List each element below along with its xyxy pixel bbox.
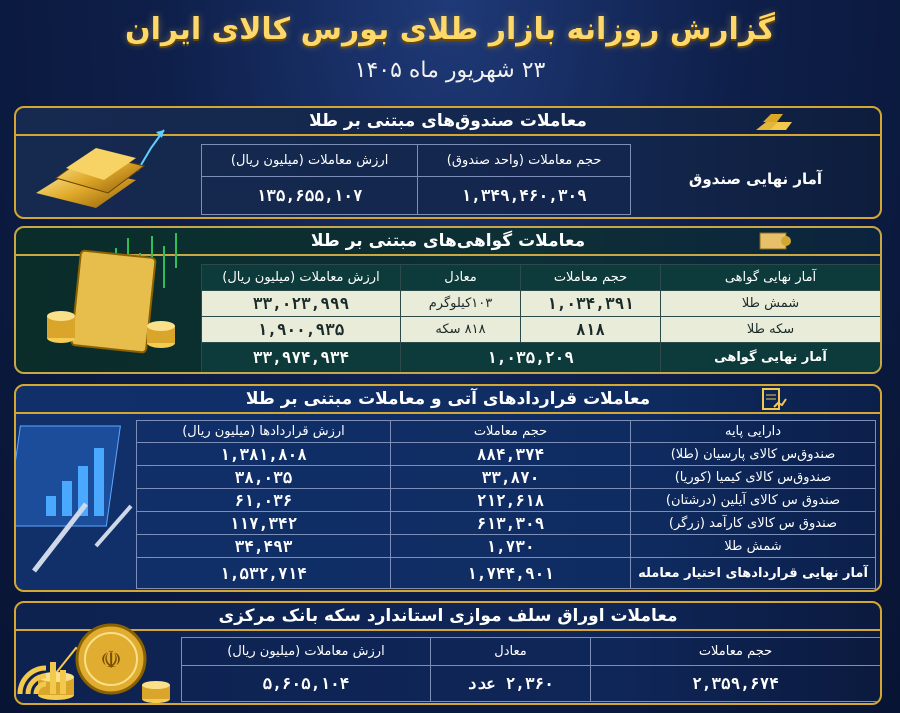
- fut-row-asset: صندوق س کالای کارآمد (زرگر): [631, 512, 876, 535]
- scroll-icon: [754, 229, 794, 253]
- table-total-row: [137, 558, 876, 589]
- coin-equivalent-value: ۲,۳۶۰ عدد: [431, 666, 591, 702]
- table-row: [182, 666, 881, 702]
- coins-title: معاملات اوراق سلف موازی استاندارد سکه بانک مرکزی: [16, 603, 880, 631]
- table-row: [137, 535, 876, 558]
- fut-row-value: ۳۸,۰۳۵: [137, 466, 391, 489]
- fut-row-value: ۱,۳۸۱,۸۰۸: [137, 443, 391, 466]
- cert-total-value: ۳۳,۹۷۴,۹۳۴: [202, 343, 401, 373]
- fut-row-volume: ۲۱۲,۶۱۸: [391, 489, 631, 512]
- fut-header-volume: حجم معاملات: [391, 421, 631, 443]
- certificates-title-text: معاملات گواهی‌های مبتنی بر طلا: [310, 231, 586, 251]
- funds-panel: [14, 106, 882, 219]
- coins-panel: [14, 601, 882, 705]
- funds-volume-value: ۱,۳۴۹,۴۶۰,۳۰۹: [418, 177, 631, 215]
- cert-header-volume: حجم معاملات: [521, 265, 661, 291]
- table-row: [202, 291, 881, 317]
- fut-row-value: ۶۱,۰۳۶: [137, 489, 391, 512]
- cert-row-equivalent: ۸۱۸ سکه: [401, 317, 521, 343]
- coin-header-value: ارزش معاملات (میلیون ریال): [182, 638, 431, 666]
- cert-row-value: ۳۳,۰۲۳,۹۹۹: [202, 291, 401, 317]
- gold-bars-illustration: [16, 108, 186, 217]
- cert-row-value: ۱,۹۰۰,۹۳۵: [202, 317, 401, 343]
- fut-row-asset: شمش طلا: [631, 535, 876, 558]
- funds-value-value: ۱۳۵,۶۵۵,۱۰۷: [202, 177, 418, 215]
- futures-illustration: [16, 386, 146, 590]
- fut-total-value: ۱,۵۳۲,۷۱۴: [137, 558, 391, 589]
- funds-value-header: ارزش معاملات (میلیون ریال): [202, 145, 418, 177]
- svg-text:☫: ☫: [100, 646, 122, 674]
- cert-row-volume: ۸۱۸: [521, 317, 661, 343]
- cert-total-label: آمار نهایی گواهی: [661, 343, 881, 373]
- page-title: گزارش روزانه بازار طلای بورس کالای ایران: [125, 12, 775, 47]
- fut-row-volume: ۶۱۳,۳۰۹: [391, 512, 631, 535]
- coin-header-volume: حجم معاملات: [591, 638, 881, 666]
- fut-row-value: ۱۱۷,۳۴۲: [137, 512, 391, 535]
- cert-total-volume: ۱,۰۳۵,۲۰۹: [401, 343, 661, 373]
- table-row: [137, 443, 876, 466]
- fut-row-asset: صندوق‌س کالای کیمیا (کوریا): [631, 466, 876, 489]
- fut-row-volume: ۱,۷۳۰: [391, 535, 631, 558]
- cert-header-stat: آمار نهایی گواهی: [661, 265, 881, 291]
- cert-header-value: ارزش معاملات (میلیون ریال): [202, 265, 401, 291]
- futures-panel: [14, 384, 882, 592]
- cert-row-label: سکه طلا: [661, 317, 881, 343]
- certificates-panel: [14, 226, 882, 374]
- cert-row-label: شمش طلا: [661, 291, 881, 317]
- fut-total-label: آمار نهایی قراردادهای اختیار معامله: [631, 558, 876, 589]
- table-row: [137, 512, 876, 535]
- certificates-illustration: [16, 228, 191, 372]
- fut-total-volume: ۱,۷۴۴,۹۰۱: [391, 558, 631, 589]
- report-header: [0, 8, 900, 88]
- kala-khabar-logo: [12, 650, 72, 700]
- fut-row-volume: ۳۳,۸۷۰: [391, 466, 631, 489]
- fut-row-value: ۳۴,۴۹۳: [137, 535, 391, 558]
- coin-header-equivalent: معادل: [431, 638, 591, 666]
- document-chart-icon: [758, 387, 788, 411]
- coin-volume-value: ۲,۳۵۹,۶۷۴: [591, 666, 881, 702]
- coin-value-value: ۵,۶۰۵,۱۰۴: [182, 666, 431, 702]
- fut-row-asset: صندوق‌س کالای پارسیان (طلا): [631, 443, 876, 466]
- fut-row-asset: صندوق‌ س کالای آیلین (درشتان): [631, 489, 876, 512]
- futures-table: [136, 420, 876, 589]
- report-date: ۲۳ شهریور ماه ۱۴۰۵: [354, 58, 546, 83]
- funds-title-text: معاملات صندوق‌های مبتنی بر طلا: [309, 111, 587, 131]
- table-row: [137, 466, 876, 489]
- futures-title-text: معاملات قراردادهای آتی و معاملات مبتنی بر طلا: [245, 389, 651, 409]
- table-row: [202, 317, 881, 343]
- funds-side-label: آمار نهایی صندوق: [630, 144, 880, 214]
- table-total-row: [202, 343, 881, 373]
- cert-row-volume: ۱,۰۳۴,۳۹۱: [521, 291, 661, 317]
- fut-header-asset: دارایی پایه: [631, 421, 876, 443]
- certificates-table: [201, 264, 881, 373]
- table-row: [137, 489, 876, 512]
- fut-row-volume: ۸۸۴,۳۷۴: [391, 443, 631, 466]
- cert-header-equivalent: معادل: [401, 265, 521, 291]
- funds-volume-header: حجم معاملات (واحد صندوق): [418, 145, 631, 177]
- coins-table: [181, 637, 881, 702]
- funds-table: [201, 144, 631, 215]
- fut-header-value: ارزش قراردادها (میلیون ریال): [137, 421, 391, 443]
- cert-row-equivalent: ۱۰۳کیلوگرم: [401, 291, 521, 317]
- gold-bars-icon: [752, 110, 794, 134]
